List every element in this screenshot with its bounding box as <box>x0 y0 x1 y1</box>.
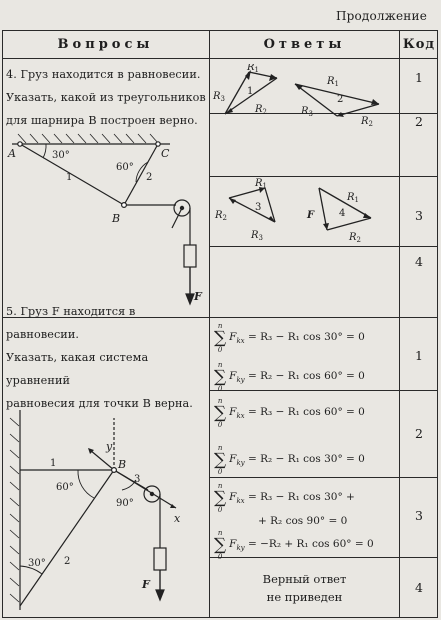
label-rod-1: 1 <box>66 172 73 183</box>
header-questions: Вопросы <box>57 37 154 52</box>
q5-line-1: 5. Груз F находится в равновесии. <box>6 305 136 341</box>
load-weight <box>154 548 166 570</box>
header-code: Код <box>402 37 436 52</box>
label-B: B <box>118 458 127 471</box>
header-bottom-border <box>2 58 438 59</box>
q5-row-divider-2 <box>209 477 438 478</box>
pulley-axle <box>150 492 153 495</box>
axis-y <box>90 450 114 470</box>
t1-label-R1: $R_1$ <box>247 64 259 74</box>
t3-label-R1: $R_1$ <box>255 178 267 190</box>
label-B: B <box>112 212 121 225</box>
continuation-label: Продолжение <box>335 9 427 23</box>
label-rope-3: 3 <box>134 474 141 485</box>
q5-a4-line-1: Верный ответ <box>262 572 347 586</box>
q4-code-3: 3 <box>415 208 423 223</box>
label-force-F: F <box>142 578 150 591</box>
t2-R2 <box>337 104 379 116</box>
force-F-arrowhead <box>156 590 164 600</box>
q4-code-4: 4 <box>415 254 423 269</box>
q4-row-divider-3 <box>209 246 438 247</box>
t2-label-R1: $R_1$ <box>327 76 339 88</box>
label-angle-90: 90° <box>116 498 134 509</box>
t2-arrow-1 <box>371 99 379 105</box>
table-left-border <box>2 30 3 618</box>
t1-label-R2: $R_2$ <box>255 104 267 116</box>
t3-label-R3: $R_3$ <box>251 230 263 242</box>
sum-symbol: n ∑ 0 <box>214 397 227 429</box>
q5-a3-eq-y: n ∑ 0 $F_{ky} = -R_2 + R_1$ cos 60° = 0 <box>214 529 374 561</box>
sum-symbol: n ∑ 0 <box>214 529 227 561</box>
t3-label-R2: $R_2$ <box>215 210 227 222</box>
t1-arrow-2 <box>269 74 277 81</box>
t3-arrow-3 <box>229 198 236 204</box>
label-A: A <box>8 147 16 160</box>
t2-label-R2: $R_2$ <box>361 116 373 128</box>
q5-a1-eq-y: n ∑ 0 $F_{ky} = R_2 - R_1$ cos 60° = 0 <box>214 361 365 393</box>
header-answers: Ответы <box>263 37 346 52</box>
q5-a3-eq-x: n ∑ 0 $F_{kx} = R_3 - R_1$ cos 30° + <box>214 482 355 514</box>
q4-triangles-3-4 <box>211 178 397 244</box>
t3-R2 <box>229 198 275 222</box>
q4-line-3: для шарнира B построен верно. <box>6 114 198 127</box>
label-rod-2: 2 <box>64 556 71 567</box>
sum-symbol: n ∑ 0 <box>214 322 227 354</box>
table-right-border <box>437 30 438 618</box>
q5-code-3: 3 <box>415 508 423 523</box>
q5-code-4: 4 <box>415 580 423 595</box>
label-rod-2: 2 <box>146 172 153 183</box>
sum-symbol: n ∑ 0 <box>214 444 227 476</box>
t1-label-R3: $R_3$ <box>213 91 225 103</box>
q5-a2-eq-x: n ∑ 0 $F_{kx} = R_3 - R_1$ cos 60° = 0 <box>214 397 365 429</box>
t2-number: 2 <box>337 94 344 105</box>
q4-line-2: Указать, какой из треугольников <box>6 91 206 104</box>
q4-diagram <box>6 130 206 315</box>
t4-number: 4 <box>339 208 346 219</box>
hinge-B <box>122 203 127 208</box>
angle-30-arc <box>43 144 46 158</box>
label-x: x <box>174 512 181 525</box>
q5-line-2: Указать, какая система уравнений <box>6 351 149 387</box>
label-angle-60: 60° <box>116 162 134 173</box>
label-angle-30: 30° <box>52 150 70 161</box>
label-angle-30: 30° <box>28 558 46 569</box>
q5-code-2: 2 <box>415 426 423 441</box>
hinge-C <box>156 142 160 146</box>
t1-number: 1 <box>247 86 254 97</box>
q5-line-3: равновесия для точки B верна. <box>6 397 193 410</box>
t2-label-R3: $R_3$ <box>301 106 313 118</box>
rod-2 <box>124 144 158 205</box>
q5-answer-3 <box>214 482 398 562</box>
pulley-bracket <box>172 208 182 228</box>
table-bottom-border <box>2 617 438 618</box>
label-y: y <box>106 440 113 453</box>
t4-label-R1: $R_1$ <box>347 192 359 204</box>
q5-a2-eq-y: n ∑ 0 $F_{ky} = R_2 - R_1$ cos 30° = 0 <box>214 444 365 476</box>
questions-table <box>2 30 438 618</box>
q5-a3-eq-x-cont: + R₂ cos 90° = 0 <box>258 515 348 527</box>
t4-label-R2: $R_2$ <box>349 232 361 244</box>
q5-a4-line-2: не приведен <box>266 590 343 604</box>
load-weight <box>184 245 196 267</box>
t4-R2 <box>327 218 371 230</box>
label-force-F: F <box>194 290 202 303</box>
q5-answer-2 <box>214 397 398 477</box>
q5-diagram <box>6 390 206 616</box>
label-angle-60: 60° <box>56 482 74 493</box>
q5-a1-eq-x: n ∑ 0 $F_{kx} = R_3 - R_1$ cos 30° = 0 <box>214 322 365 354</box>
sum-symbol: n ∑ 0 <box>214 361 227 393</box>
q4-triangles-1-2 <box>211 64 397 178</box>
table-top-border <box>2 30 438 31</box>
wall-hatching <box>10 418 19 602</box>
t4-arrow-1 <box>323 223 329 230</box>
t1-R3 <box>225 72 249 114</box>
q4-question-text <box>6 63 208 132</box>
q5-code-1: 1 <box>415 348 423 363</box>
hinge-B <box>112 468 117 473</box>
label-C: C <box>161 147 170 160</box>
q4-line-1: 4. Груз находится в равновесии. <box>6 68 201 81</box>
sum-symbol: n ∑ 0 <box>214 482 227 514</box>
t3-number: 3 <box>255 202 262 213</box>
label-rod-1: 1 <box>50 458 57 469</box>
t4-label-F: F <box>307 210 315 221</box>
ceiling-hatching <box>18 134 158 143</box>
q4-code-2: 2 <box>415 114 423 129</box>
angle-60-arc <box>78 470 94 498</box>
q4-code-1: 1 <box>415 70 423 85</box>
q5-answer-1 <box>214 322 398 394</box>
hinge-A <box>18 142 22 146</box>
q5-answer-4 <box>210 570 399 606</box>
